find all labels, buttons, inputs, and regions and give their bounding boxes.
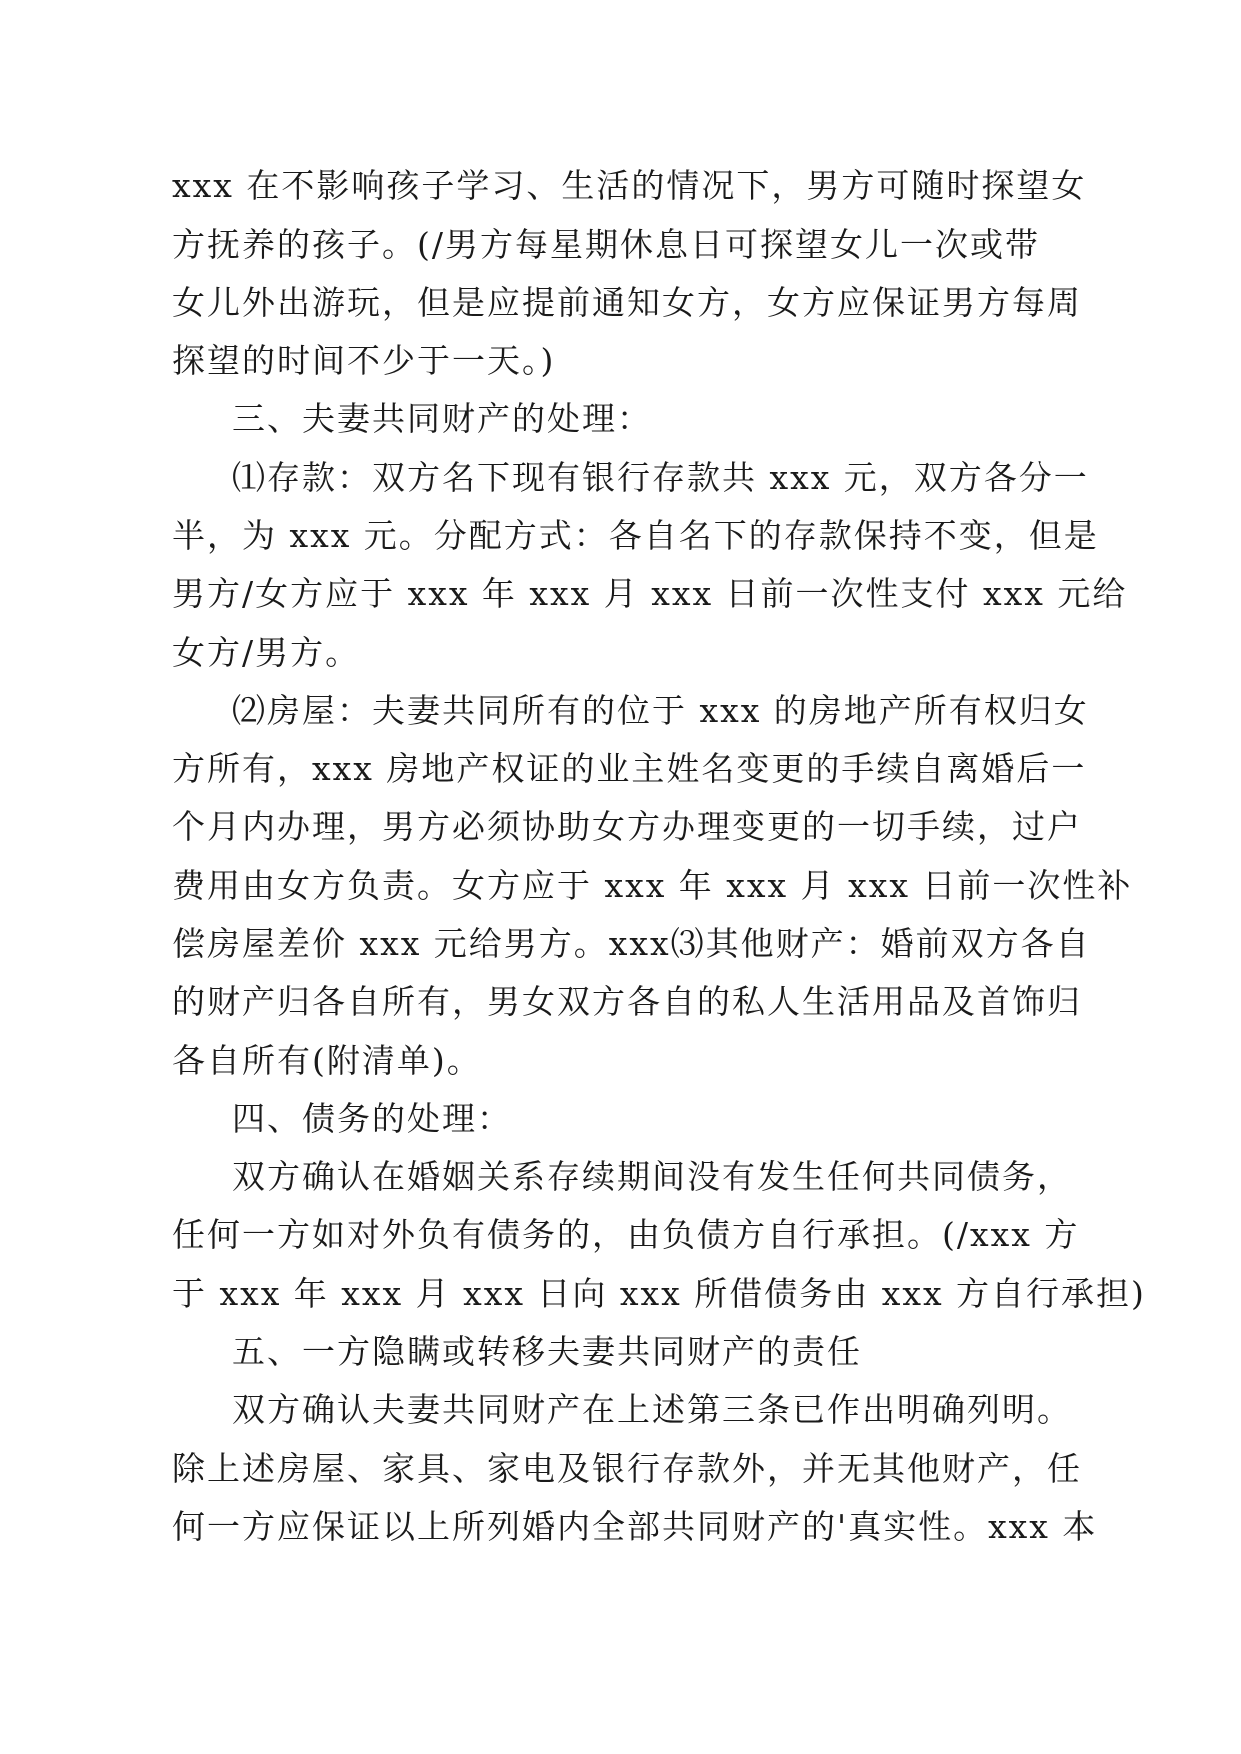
line-text: ⑵房屋：夫妻共同所有的位于 xxx 的房地产所有权归女: [232, 691, 1089, 730]
text-line: [0, 856, 1241, 916]
line-text: 费用由女方负责。女方应于 xxx 年 xxx 月 xxx 日前一次性补: [172, 866, 1133, 905]
line-text: 女方/男方。: [172, 633, 361, 672]
text-line: [0, 1264, 1241, 1324]
line-text: 偿房屋差价 xxx 元给男方。xxx⑶其他财产：婚前双方各自: [172, 924, 1091, 963]
line-text: 五、一方隐瞒或转移夫妻共同财产的责任: [232, 1332, 862, 1371]
line-text: 个月内办理，男方必须协助女方办理变更的一切手续，过户: [172, 807, 1082, 846]
text-line: [0, 215, 1241, 275]
line-text: 方抚养的孩子。(/男方每星期休息日可探望女儿一次或带: [172, 225, 1040, 264]
section-heading: [0, 1089, 1241, 1149]
line-text: 除上述房屋、家具、家电及银行存款外，并无其他财产，任: [172, 1449, 1082, 1488]
text-line: [0, 914, 1241, 974]
line-text: 的财产归各自所有，男女双方各自的私人生活用品及首饰归: [172, 982, 1082, 1021]
text-line: [0, 797, 1241, 857]
text-line: [0, 156, 1241, 216]
line-text: 四、债务的处理：: [232, 1099, 512, 1138]
line-text: 何一方应保证以上所列婚内全部共同财产的'真实性。xxx 本: [172, 1507, 1098, 1546]
line-text: 任何一方如对外负有债务的，由负债方自行承担。(/xxx 方: [172, 1215, 1080, 1254]
line-text: 双方确认在婚姻关系存续期间没有发生任何共同债务，: [232, 1157, 1072, 1196]
line-text: 于 xxx 年 xxx 月 xxx 日向 xxx 所借债务由 xxx 方自行承担): [172, 1274, 1146, 1313]
line-text: 半，为 xxx 元。分配方式：各自名下的存款保持不变，但是: [172, 516, 1099, 555]
text-line: [0, 1439, 1241, 1499]
text-line: [0, 331, 1241, 391]
line-text: xxx 在不影响孩子学习、生活的情况下，男方可随时探望女: [172, 166, 1087, 205]
line-text: 方所有，xxx 房地产权证的业主姓名变更的手续自离婚后一: [172, 749, 1087, 788]
text-line: [0, 739, 1241, 799]
text-line: [0, 506, 1241, 566]
text-line: [0, 273, 1241, 333]
line-text: 双方确认夫妻共同财产在上述第三条已作出明确列明。: [232, 1390, 1072, 1429]
text-line: [0, 1147, 1241, 1207]
text-line: [0, 1380, 1241, 1440]
text-line: [0, 564, 1241, 624]
line-text: 各自所有(附清单)。: [172, 1041, 482, 1080]
text-line: [0, 681, 1241, 741]
text-line: [0, 972, 1241, 1032]
text-line: [0, 1205, 1241, 1265]
line-text: 男方/女方应于 xxx 年 xxx 月 xxx 日前一次性支付 xxx 元给: [172, 574, 1128, 613]
line-text: 三、夫妻共同财产的处理：: [232, 399, 652, 438]
line-text: ⑴存款：双方名下现有银行存款共 xxx 元，双方各分一: [232, 458, 1089, 497]
section-heading: [0, 389, 1241, 449]
line-text: 探望的时间不少于一天。): [172, 341, 556, 380]
section-heading: [0, 1322, 1241, 1382]
text-line: [0, 1497, 1241, 1557]
text-line: [0, 623, 1241, 683]
text-line: [0, 1031, 1241, 1091]
line-text: 女儿外出游玩，但是应提前通知女方，女方应保证男方每周: [172, 283, 1082, 322]
text-line: [0, 448, 1241, 508]
